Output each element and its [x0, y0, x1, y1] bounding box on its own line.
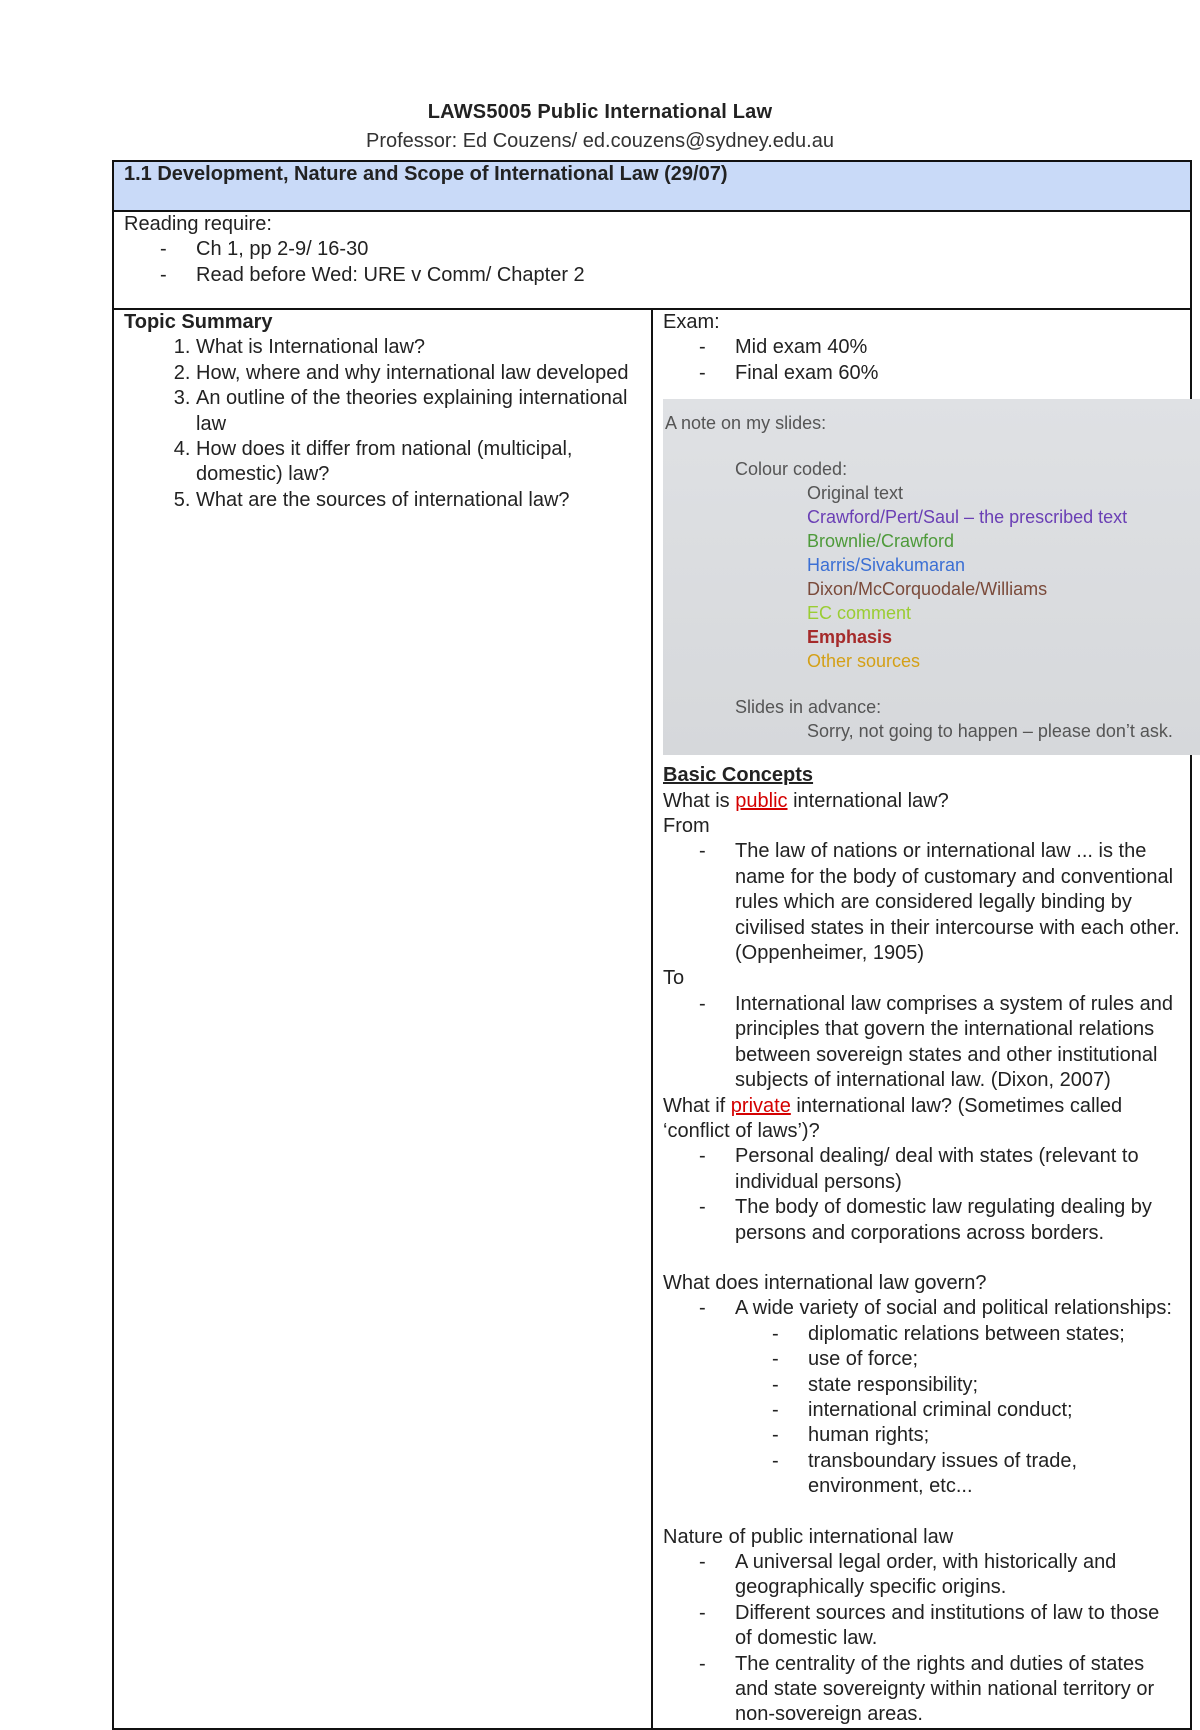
- document-title: LAWS5005 Public International Law: [427, 101, 773, 123]
- govern-subitem: - state responsibility;: [808, 1373, 1180, 1398]
- highlighted-word: public: [735, 789, 788, 812]
- spacer: [663, 1246, 1180, 1271]
- from-list: [663, 839, 1180, 966]
- to-label: To: [663, 967, 685, 990]
- nature-list: [663, 1550, 1180, 1728]
- topic-summary-heading: Topic Summary: [124, 311, 273, 333]
- reading-list: [124, 237, 1180, 288]
- slide-title: A note on my slides:: [665, 413, 827, 434]
- govern-subitem: - human rights;: [808, 1423, 1180, 1448]
- topic-item: 5. What are the sources of international law?: [196, 488, 641, 513]
- govern-subitem: - use of force;: [808, 1347, 1180, 1372]
- exam-list: [663, 335, 1180, 386]
- professor-line: Professor: Ed Couzens/ ed.couzens@sydney.edu.au: [366, 130, 834, 152]
- private-list: [663, 1144, 1180, 1246]
- public-question: [663, 789, 1180, 814]
- nature-heading: Nature of public international law: [663, 1525, 954, 1548]
- govern-list: [663, 1296, 1180, 1321]
- nature-item: - A universal legal order, with historically and geographically specific origins.: [735, 1550, 1180, 1601]
- exam-label: Exam:: [663, 311, 720, 333]
- govern-question: What does international law govern?: [663, 1271, 987, 1294]
- reading-item: - Read before Wed: URE v Comm/ Chapter 2: [196, 263, 1180, 288]
- notes-table: [112, 160, 1192, 1730]
- reading-label: Reading require:: [124, 213, 272, 235]
- slide-colour-line: Brownlie/Crawford: [807, 531, 955, 552]
- slide-colour-line: Crawford/Pert/Saul – the prescribed text: [807, 507, 1128, 528]
- topic-item: 2. How, where and why international law developed: [196, 361, 641, 386]
- slide-colour-line: EC comment: [807, 603, 912, 624]
- govern-subitem: - transboundary issues of trade, environment, etc...: [808, 1449, 1180, 1500]
- slide-colour-line: Original text: [807, 483, 904, 504]
- reading-item: - Ch 1, pp 2-9/ 16-30: [196, 237, 1180, 262]
- slide-colour-line: Dixon/McCorquodale/Williams: [807, 579, 1048, 600]
- notes-content-cell: [652, 309, 1191, 1729]
- govern-item: - A wide variety of social and political relationships:: [735, 1296, 1180, 1321]
- govern-sublist: [663, 1322, 1180, 1500]
- highlighted-word: private: [730, 1094, 791, 1117]
- slide-colour-line: Other sources: [807, 651, 921, 672]
- govern-subitem: - diplomatic relations between states;: [808, 1322, 1180, 1347]
- text-run: What if: [663, 1094, 731, 1117]
- slide-colour-line: Emphasis: [807, 627, 893, 648]
- private-item: - Personal dealing/ deal with states (relevant to individual persons): [735, 1144, 1180, 1195]
- text-run: international law? (Sometimes called ‘conflict of laws’)?: [663, 1094, 1123, 1142]
- topic-list: [124, 335, 641, 513]
- slide-photo: [663, 399, 1200, 755]
- topic-item: 3. An outline of the theories explaining international law: [196, 386, 641, 437]
- section-heading: 1.1 Development, Nature and Scope of International Law (29/07): [113, 161, 1191, 211]
- topic-item: 1. What is International law?: [196, 335, 641, 360]
- govern-subitem: - international criminal conduct;: [808, 1398, 1180, 1423]
- spacer: [663, 1500, 1180, 1525]
- private-question: [663, 1094, 1180, 1145]
- nature-item: - Different sources and institutions of law to those of domestic law.: [735, 1601, 1180, 1652]
- from-item: - The law of nations or international law ... is the name for the body of customary and conventional rules which are considered legally binding by civilised states in their intercourse with each other. (Oppenheimer, 1905): [735, 839, 1180, 966]
- reading-cell: [113, 211, 1191, 309]
- basic-concepts-heading: Basic Concepts: [663, 764, 814, 787]
- exam-item: - Mid exam 40%: [735, 335, 1180, 360]
- private-item: - The body of domestic law regulating dealing by persons and corporations across borders.: [735, 1195, 1180, 1246]
- exam-item: - Final exam 60%: [735, 361, 1180, 386]
- text-run: What is: [663, 789, 736, 812]
- topic-item: 4. How does it differ from national (multicipal, domestic) law?: [196, 437, 641, 488]
- topic-summary-cell: [113, 309, 652, 1729]
- slide-colour-label: Colour coded:: [735, 459, 848, 480]
- from-label: From: [663, 815, 710, 838]
- to-list: [663, 992, 1180, 1094]
- text-run: international law?: [787, 789, 949, 812]
- nature-item: - The centrality of the rights and duties of states and state sovereignty within national territory or non-sovereign areas.: [735, 1652, 1180, 1728]
- slide-colour-line: Harris/Sivakumaran: [807, 555, 966, 576]
- slide-advance-label: Slides in advance:: [735, 697, 882, 718]
- slide-advance-text: Sorry, not going to happen – please don’t ask.: [807, 721, 1173, 742]
- to-item: - International law comprises a system of rules and principles that govern the international relations between sovereign states and other institutional subjects of international law. (Dixon, 2007): [735, 992, 1180, 1094]
